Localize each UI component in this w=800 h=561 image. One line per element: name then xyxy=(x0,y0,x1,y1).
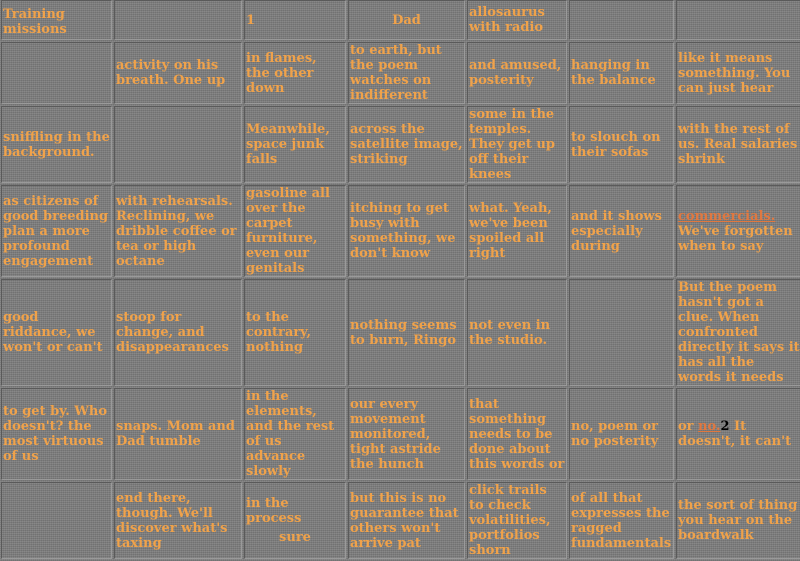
table-cell: with the rest of us. Real salaries shrink xyxy=(676,106,800,183)
table-cell: gasoline all over the carpet furniture, even our genitals xyxy=(244,185,346,277)
commercials-link[interactable]: commercials. xyxy=(678,208,776,224)
table-cell: good riddance, we won't or can't xyxy=(1,279,112,386)
table-cell: of all that expresses the ragged fundamentals xyxy=(569,482,674,559)
table-cell: and amused, posterity xyxy=(467,42,567,104)
table-cell: But the poem hasn't got a clue. When confronted directly it says it has all the words it needs xyxy=(676,279,800,386)
table-cell xyxy=(1,482,112,559)
cell-text: or xyxy=(678,419,699,434)
table-cell: with rehearsals. Reclining, we dribble coffee or tea or high octane xyxy=(114,185,242,277)
no-link[interactable]: no. xyxy=(698,419,721,434)
table-row xyxy=(1,0,800,40)
table-row xyxy=(1,279,800,386)
table-row xyxy=(1,106,800,183)
table-cell: to slouch on their sofas xyxy=(569,106,674,183)
table-cell: what. Yeah, we've been spoiled all right xyxy=(467,185,567,277)
table-cell xyxy=(244,482,346,559)
table-cell: end there, though. We'll discover what's taxing xyxy=(114,482,242,559)
table-cell: the sort of thing you hear on the boardwalk xyxy=(676,482,800,559)
table-cell xyxy=(676,0,800,40)
table-cell: in flames, the other down xyxy=(244,42,346,104)
table-cell: like it means something. You can just hear xyxy=(676,42,800,104)
cell-text: in the process xyxy=(246,496,302,526)
table-cell: click trails to check volatilities, portfolios shorn xyxy=(467,482,567,559)
table-cell: allosaurus with radio xyxy=(467,0,567,40)
table-cell xyxy=(676,185,800,277)
table-cell: itching to get busy with something, we don't know xyxy=(348,185,465,277)
table-row xyxy=(1,185,800,277)
footnote-number: 2 xyxy=(720,419,730,434)
table-cell: to get by. Who doesn't? the most virtuous of us xyxy=(1,388,112,480)
footnote-number: 1 xyxy=(244,0,346,40)
page-title: Training missions xyxy=(1,0,112,40)
table-cell xyxy=(114,0,242,40)
table-cell: some in the temples. They get up off their knees xyxy=(467,106,567,183)
table-cell: as citizens of good breeding plan a more profound engagement xyxy=(1,185,112,277)
table-row xyxy=(1,42,800,104)
table-cell: in the elements, and the rest of us advance slowly xyxy=(244,388,346,480)
table-cell: sniffling in the background. xyxy=(1,106,112,183)
table-cell xyxy=(569,279,674,386)
table-cell: across the satellite image, striking xyxy=(348,106,465,183)
table-cell: hanging in the balance xyxy=(569,42,674,104)
cell-text: sure xyxy=(279,530,311,545)
table-cell: stoop for change, and disappearances xyxy=(114,279,242,386)
table-cell xyxy=(676,388,800,480)
table-cell: Meanwhile, space junk falls xyxy=(244,106,346,183)
cell-text: We've forgotten when to say xyxy=(678,223,793,254)
table-cell: to earth, but the poem watches on indifferent xyxy=(348,42,465,104)
table-cell: to the contrary, nothing xyxy=(244,279,346,386)
table-cell: that something needs to be done about this words or xyxy=(467,388,567,480)
table-row xyxy=(1,482,800,559)
table-cell: activity on his breath. One up xyxy=(114,42,242,104)
table-cell xyxy=(569,0,674,40)
table-cell: snaps. Mom and Dad tumble xyxy=(114,388,242,480)
table-cell: nothing seems to burn, Ringo xyxy=(348,279,465,386)
table-cell: and it shows especially during xyxy=(569,185,674,277)
table-cell: our every movement monitored, tight astride the hunch xyxy=(348,388,465,480)
table-cell: no, poem or no posterity xyxy=(569,388,674,480)
table-cell xyxy=(114,106,242,183)
cell-text: It doesn't, it can't xyxy=(678,419,792,449)
table-cell: but this is no guarantee that others won't arrive pat xyxy=(348,482,465,559)
table-cell: Dad xyxy=(348,0,465,40)
table-row xyxy=(1,388,800,480)
table-cell: not even in the studio. xyxy=(467,279,567,386)
table-cell xyxy=(1,42,112,104)
